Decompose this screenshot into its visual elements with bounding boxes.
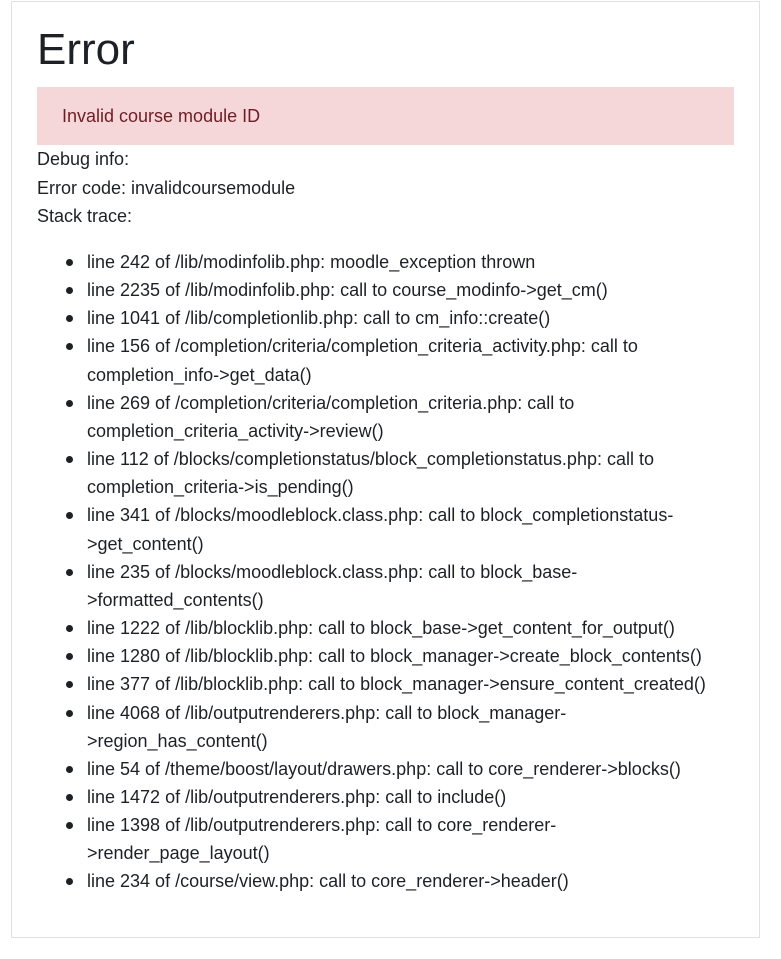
debug-info-label: Debug info: [37, 149, 130, 169]
bullet-icon [66, 259, 73, 266]
stack-trace-item [87, 755, 737, 783]
stack-trace-line: line 112 of /blocks/completionstatus/block_completionstatus.php: call to [87, 449, 654, 470]
bullet-icon [66, 343, 73, 350]
stack-trace-label: Stack trace: [37, 206, 133, 226]
stack-trace-line: >render_page_layout() [87, 843, 270, 864]
debug-info-block [37, 145, 295, 231]
error-alert-message: Invalid course module ID [62, 105, 261, 126]
stack-trace-item [87, 389, 737, 445]
stack-trace-line: line 1280 of /lib/blocklib.php: call to block_manager->create_block_contents() [87, 646, 702, 667]
stack-trace-line: line 156 of /completion/criteria/completion_criteria_activity.php: call to [87, 336, 638, 357]
stack-trace-line: >formatted_contents() [87, 589, 264, 610]
stack-trace-line: line 1041 of /lib/completionlib.php: call to cm_info::create() [87, 308, 551, 329]
stack-trace-item [87, 811, 737, 867]
stack-trace-item [87, 867, 737, 895]
stack-trace-item [87, 248, 737, 276]
stack-trace-line: >get_content() [87, 533, 204, 554]
stack-trace-line: completion_info->get_data() [87, 364, 312, 385]
bullet-icon [66, 653, 73, 660]
stack-trace-line: line 269 of /completion/criteria/completion_criteria.php: call to [87, 392, 575, 413]
bullet-icon [66, 315, 73, 322]
stack-trace-item [87, 642, 737, 670]
error-alert [37, 87, 734, 145]
stack-trace-item [87, 558, 737, 614]
stack-trace-item [87, 445, 737, 501]
bullet-icon [66, 710, 73, 717]
stack-trace-item [87, 276, 737, 304]
stack-trace-list [37, 248, 737, 896]
stack-trace-item [87, 699, 737, 755]
bullet-icon [66, 681, 73, 688]
stack-trace-item [87, 783, 737, 811]
page-title: Error [37, 25, 135, 74]
stack-trace-line: line 1398 of /lib/outputrenderers.php: call to core_renderer- [87, 815, 557, 836]
stack-trace-line: line 235 of /blocks/moodleblock.class.php: call to block_base- [87, 561, 578, 582]
stack-trace-item [87, 304, 737, 332]
bullet-icon [66, 822, 73, 829]
bullet-icon [66, 400, 73, 407]
stack-trace-line: line 377 of /lib/blocklib.php: call to block_manager->ensure_content_created() [87, 674, 706, 695]
bullet-icon [66, 456, 73, 463]
stack-trace-line: line 4068 of /lib/outputrenderers.php: call to block_manager- [87, 702, 567, 723]
bullet-icon [66, 625, 73, 632]
stack-trace-line: line 341 of /blocks/moodleblock.class.php: call to block_completionstatus- [87, 505, 674, 526]
stack-trace-line: >region_has_content() [87, 730, 268, 751]
bullet-icon [66, 878, 73, 885]
bullet-icon [66, 794, 73, 801]
bullet-icon [66, 287, 73, 294]
bullet-icon [66, 766, 73, 773]
stack-trace-line: completion_criteria_activity->review() [87, 420, 384, 441]
stack-trace-item [87, 501, 737, 557]
stack-trace-line: line 1222 of /lib/blocklib.php: call to block_base->get_content_for_output() [87, 618, 675, 639]
stack-trace-line: line 234 of /course/view.php: call to core_renderer->header() [87, 871, 569, 892]
stack-trace-item [87, 670, 737, 698]
stack-trace-line: completion_criteria->is_pending() [87, 477, 354, 498]
error-code-line: Error code: invalidcoursemodule [37, 177, 296, 198]
stack-trace-line: line 242 of /lib/modinfolib.php: moodle_exception thrown [87, 252, 536, 272]
stack-trace-item [87, 614, 737, 642]
stack-trace-line: line 2235 of /lib/modinfolib.php: call to course_modinfo->get_cm() [87, 280, 608, 301]
bullet-icon [66, 569, 73, 576]
stack-trace-line: line 54 of /theme/boost/layout/drawers.php: call to core_renderer->blocks() [87, 758, 681, 779]
bullet-icon [66, 512, 73, 519]
stack-trace-line: line 1472 of /lib/outputrenderers.php: call to include() [87, 786, 507, 807]
stack-trace-item [87, 332, 737, 388]
